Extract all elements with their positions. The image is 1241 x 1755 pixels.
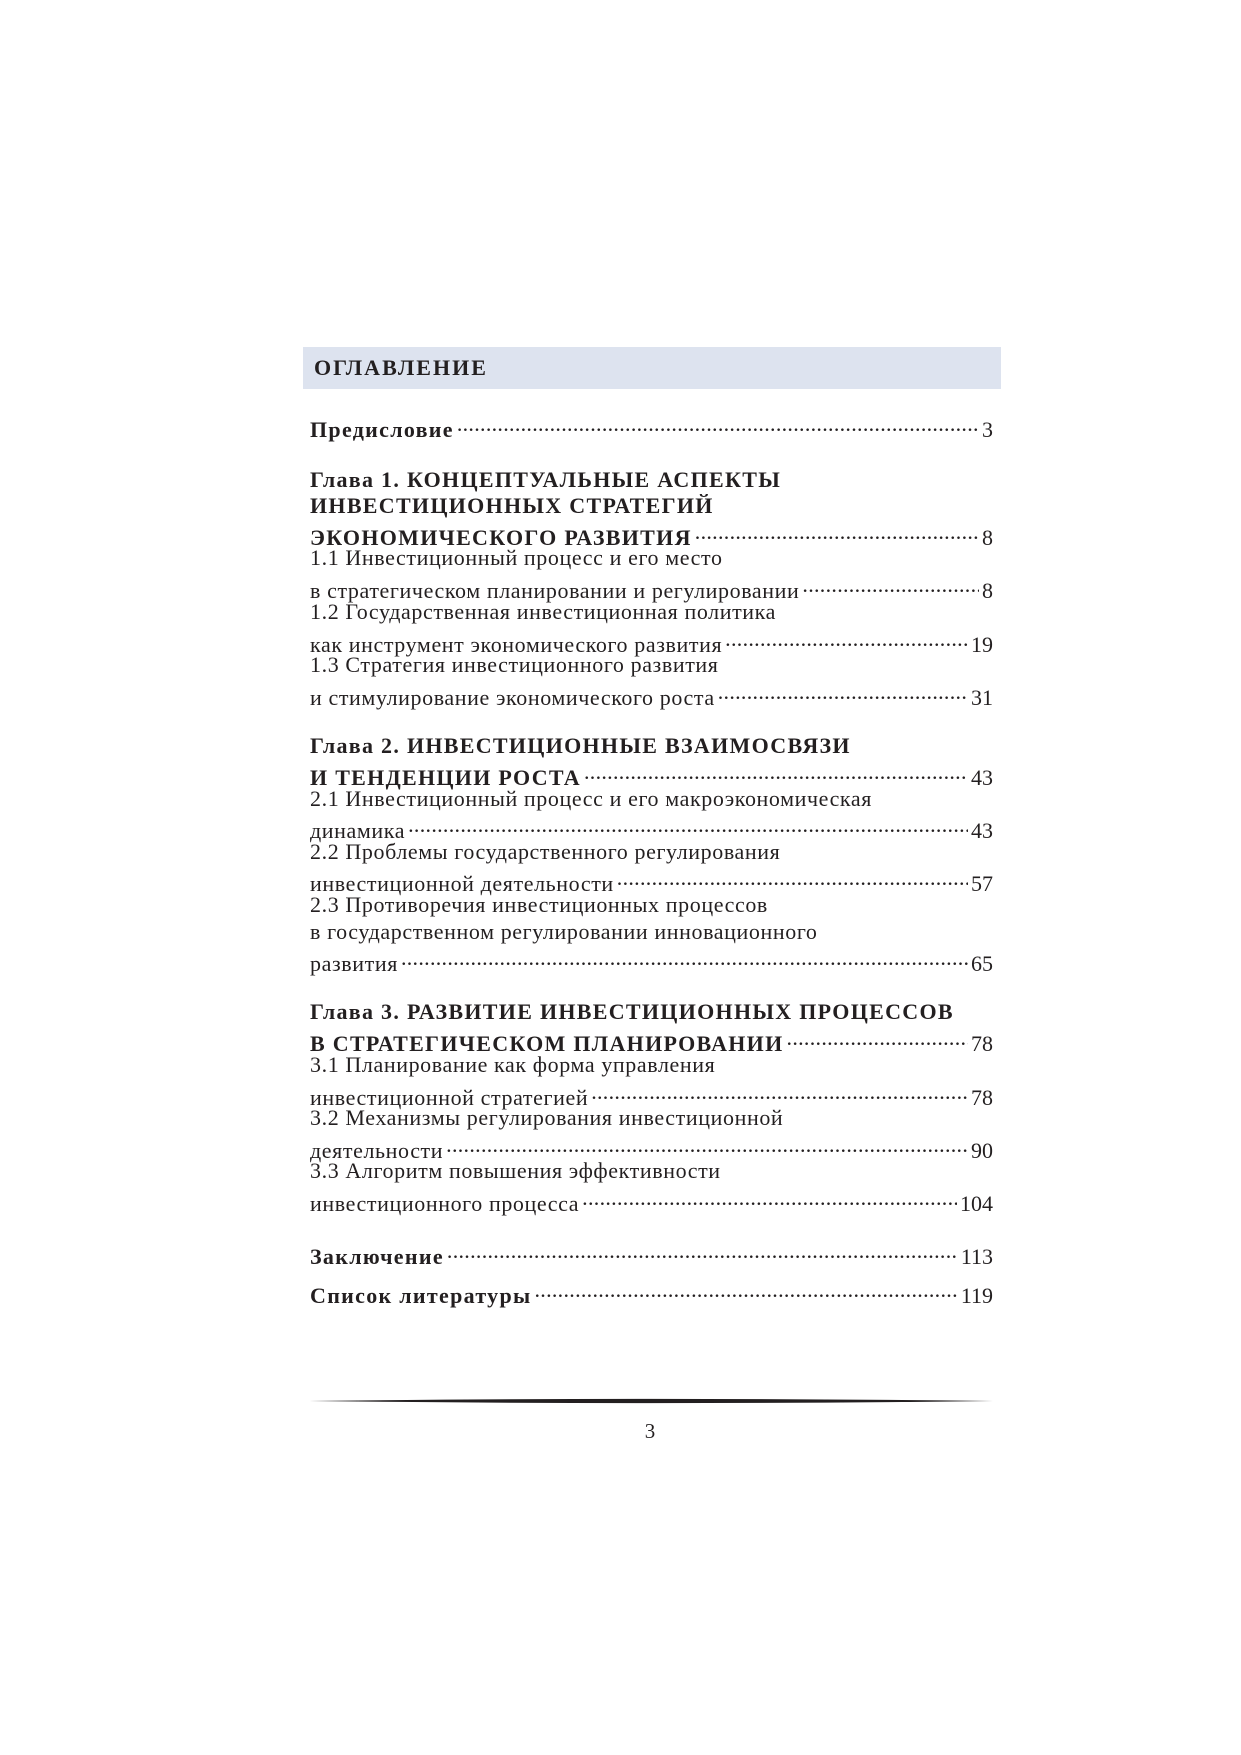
toc-entry-label: в стратегическом планировании и регулировании — [310, 578, 800, 603]
toc-chapter-1-title[interactable]: ИНВЕСТИЦИОННЫХ СТРАТЕГИЙ — [310, 493, 714, 518]
toc-entry-label: деятельности — [310, 1138, 444, 1163]
toc-page-number: 57 — [971, 871, 993, 896]
toc-entry-section-3-3[interactable] — [310, 1184, 993, 1216]
toc-entry-section-2-3[interactable] — [310, 944, 993, 976]
toc-entry-label: развития — [310, 951, 398, 976]
toc-entry-label: В СТРАТЕГИЧЕСКОМ ПЛАНИРОВАНИИ — [310, 1031, 784, 1056]
toc-entry-chapter-1[interactable] — [310, 518, 993, 550]
toc-entry-section-3-2[interactable] — [310, 1131, 993, 1163]
toc-entry-label: как инструмент экономического развития — [310, 632, 723, 657]
toc-entry-label: инвестиционной стратегией — [310, 1085, 589, 1110]
toc-entry-chapter-2[interactable] — [310, 758, 993, 790]
toc-page-number: 8 — [982, 525, 993, 550]
toc-page-number: 43 — [971, 818, 993, 843]
dot-leader — [802, 571, 979, 598]
toc-entry-label: Предисловие — [310, 417, 454, 442]
toc-entry-label: Заключение — [310, 1244, 444, 1269]
toc-page-number: 65 — [971, 951, 993, 976]
toc-entry-label: Список литературы — [310, 1283, 532, 1308]
toc-section-1-2[interactable]: 1.2 Государственная инвестиционная политика — [310, 599, 777, 624]
toc-section-2-3[interactable]: 2.3 Противоречия инвестиционных процессов — [310, 892, 768, 917]
toc-entry-label: динамика — [310, 818, 406, 843]
dot-leader — [446, 1131, 968, 1158]
dot-leader — [584, 758, 968, 785]
toc-entry-chapter-3[interactable] — [310, 1024, 993, 1056]
toc-section-1-3[interactable]: 1.3 Стратегия инвестиционного развития — [310, 652, 719, 677]
dot-leader — [718, 678, 968, 705]
toc-page-number: 113 — [960, 1244, 993, 1269]
toc-page-number: 119 — [960, 1283, 993, 1308]
dot-leader — [447, 1237, 958, 1264]
toc-entry-label: И ТЕНДЕНЦИИ РОСТА — [310, 765, 581, 790]
toc-entry-section-1-2[interactable] — [310, 625, 993, 657]
dot-leader — [725, 625, 968, 652]
toc-page-number: 19 — [971, 632, 993, 657]
dot-leader — [401, 944, 968, 971]
toc-entry-label: инвестиционной деятельности — [310, 871, 614, 896]
dot-leader — [582, 1184, 957, 1211]
toc-section-3-2[interactable]: 3.2 Механизмы регулирования инвестиционной — [310, 1105, 784, 1130]
toc-section-2-1[interactable]: 2.1 Инвестиционный процесс и его макроэкономическая — [310, 786, 872, 811]
toc-page-number: 3 — [982, 417, 993, 442]
toc-header-band — [303, 347, 1001, 389]
page-number: 3 — [644, 1419, 656, 1443]
dot-leader — [408, 811, 968, 838]
toc-entry-preface[interactable] — [310, 410, 993, 442]
toc-entry-label: и стимулирование экономического роста — [310, 685, 715, 710]
dot-leader — [787, 1024, 968, 1051]
toc-section-2-2[interactable]: 2.2 Проблемы государственного регулирования — [310, 839, 781, 864]
toc-page-number: 90 — [971, 1138, 993, 1163]
toc-section-3-3[interactable]: 3.3 Алгоритм повышения эффективности — [310, 1158, 721, 1183]
toc-page-number: 8 — [982, 578, 993, 603]
dot-leader — [534, 1276, 957, 1303]
toc-entry-section-3-1[interactable] — [310, 1078, 993, 1110]
toc-section-1-1[interactable]: 1.1 Инвестиционный процесс и его место — [310, 545, 723, 570]
toc-page-number: 78 — [971, 1085, 993, 1110]
toc-chapter-2-title[interactable]: Глава 2. ИНВЕСТИЦИОННЫЕ ВЗАИМОСВЯЗИ — [310, 733, 851, 758]
dot-leader — [695, 518, 979, 545]
toc-entry-section-2-1[interactable] — [310, 811, 993, 843]
toc-chapter-1-title[interactable]: Глава 1. КОНЦЕПТУАЛЬНЫЕ АСПЕКТЫ — [310, 467, 782, 492]
toc-entry-section-1-1[interactable] — [310, 571, 993, 603]
toc-entry-bibliography[interactable] — [310, 1276, 993, 1308]
toc-page-number: 31 — [971, 685, 993, 710]
toc-entry-section-1-3[interactable] — [310, 678, 993, 710]
toc-title: ОГЛАВЛЕНИЕ — [314, 355, 488, 380]
toc-entry-conclusion[interactable] — [310, 1237, 993, 1269]
toc-page-number: 43 — [971, 765, 993, 790]
toc-section-2-3[interactable]: в государственном регулировании инновационного — [310, 919, 818, 944]
toc-page-number: 104 — [960, 1191, 993, 1216]
toc-entry-section-2-2[interactable] — [310, 864, 993, 896]
toc-page-number: 78 — [971, 1031, 993, 1056]
toc-entry-label: ЭКОНОМИЧЕСКОГО РАЗВИТИЯ — [310, 525, 692, 550]
toc-entry-label: инвестиционного процесса — [310, 1191, 580, 1216]
toc-chapter-3-title[interactable]: Глава 3. РАЗВИТИЕ ИНВЕСТИЦИОННЫХ ПРОЦЕССОВ — [310, 999, 954, 1024]
dot-leader — [591, 1078, 968, 1105]
footer-rule — [309, 1398, 993, 1404]
dot-leader — [617, 864, 968, 891]
dot-leader — [457, 410, 979, 437]
toc-section-3-1[interactable]: 3.1 Планирование как форма управления — [310, 1052, 716, 1077]
